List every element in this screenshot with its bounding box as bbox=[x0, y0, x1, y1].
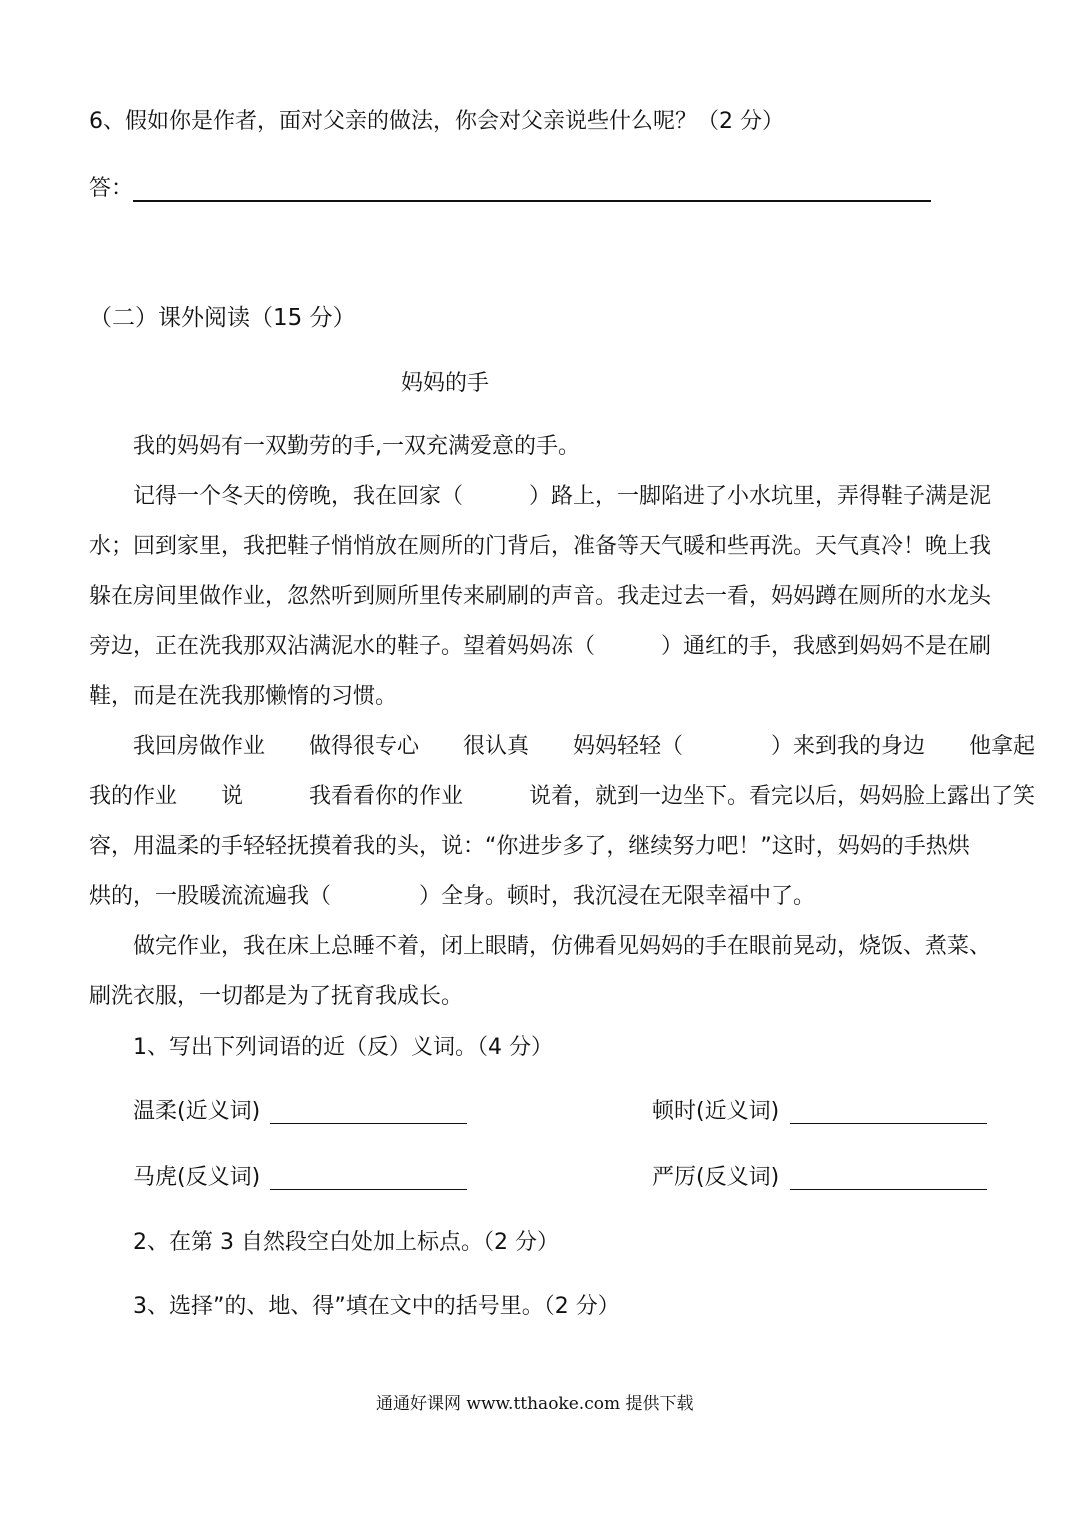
word-mahu-label: 马虎(反义词) bbox=[133, 1165, 261, 1190]
word-mahu-blank[interactable] bbox=[270, 1189, 467, 1190]
paragraph-2-line-4: 旁边，正在洗我那双沾满泥水的鞋子。望着妈妈冻（ ）通红的手，我感到妈妈不是在刷 bbox=[89, 634, 992, 659]
paragraph-2-line-3: 躲在房间里做作业，忽然听到厕所里传来刷刷的声音。我走过去一看，妈妈蹲在厕所的水龙头 bbox=[89, 584, 992, 609]
word-wenrou-label: 温柔(近义词) bbox=[133, 1099, 261, 1124]
question-6: 6、假如你是作者，面对父亲的做法，你会对父亲说些什么呢？（2 分） bbox=[89, 109, 784, 134]
answer-line[interactable] bbox=[133, 200, 931, 202]
paragraph-2-line-5: 鞋，而是在洗我那懒惰的习惯。 bbox=[89, 684, 398, 709]
word-wenrou-blank[interactable] bbox=[270, 1123, 467, 1124]
word-dunshi-label: 顿时(近义词) bbox=[652, 1099, 780, 1124]
paragraph-2-line-1: 记得一个冬天的傍晚，我在回家（ ）路上，一脚陷进了小水坑里，弄得鞋子满是泥 bbox=[133, 484, 992, 509]
page-footer: 通通好课网 www.tthaoke.com 提供下载 bbox=[376, 1394, 694, 1414]
paragraph-4-line-2: 刷洗衣服，一切都是为了抚育我成长。 bbox=[89, 984, 464, 1009]
paragraph-4-line-1: 做完作业，我在床上总睡不着，闭上眼睛，仿佛看见妈妈的手在眼前晃动，烧饭、煮菜、 bbox=[133, 934, 992, 959]
word-yanli-blank[interactable] bbox=[790, 1189, 987, 1190]
section-heading: （二）课外阅读（15 分） bbox=[89, 305, 356, 331]
word-yanli-label: 严厉(反义词) bbox=[652, 1165, 780, 1190]
answer-label: 答： bbox=[89, 176, 134, 201]
word-dunshi-blank[interactable] bbox=[790, 1123, 987, 1124]
question-2: 2、在第 3 自然段空白处加上标点。（2 分） bbox=[133, 1230, 559, 1255]
paragraph-3-line-1: 我回房做作业 做得很专心 很认真 妈妈轻轻（ ）来到我的身边 他拿起 bbox=[133, 734, 1036, 759]
paragraph-2-line-2: 水；回到家里，我把鞋子悄悄放在厕所的门背后，准备等天气暖和些再洗。天气真冷！晚上我 bbox=[89, 534, 992, 559]
paragraph-3-line-2: 我的作业 说 我看看你的作业 说着，就到一边坐下。看完以后，妈妈脸上露出了笑 bbox=[89, 784, 1036, 809]
paragraph-1: 我的妈妈有一双勤劳的手,一双充满爱意的手。 bbox=[133, 434, 580, 459]
paragraph-3-line-3: 容，用温柔的手轻轻抚摸着我的头，说：“你进步多了，继续努力吧！”这时，妈妈的手热烘 bbox=[89, 834, 970, 859]
question-3: 3、选择”的、地、得”填在文中的括号里。（2 分） bbox=[133, 1294, 620, 1319]
paragraph-3-line-4: 烘的，一股暖流流遍我（ ）全身。顿时，我沉浸在无限幸福中了。 bbox=[89, 884, 816, 909]
passage-title: 妈妈的手 bbox=[401, 371, 490, 396]
question-1: 1、写出下列词语的近（反）义词。（4 分） bbox=[133, 1035, 553, 1060]
